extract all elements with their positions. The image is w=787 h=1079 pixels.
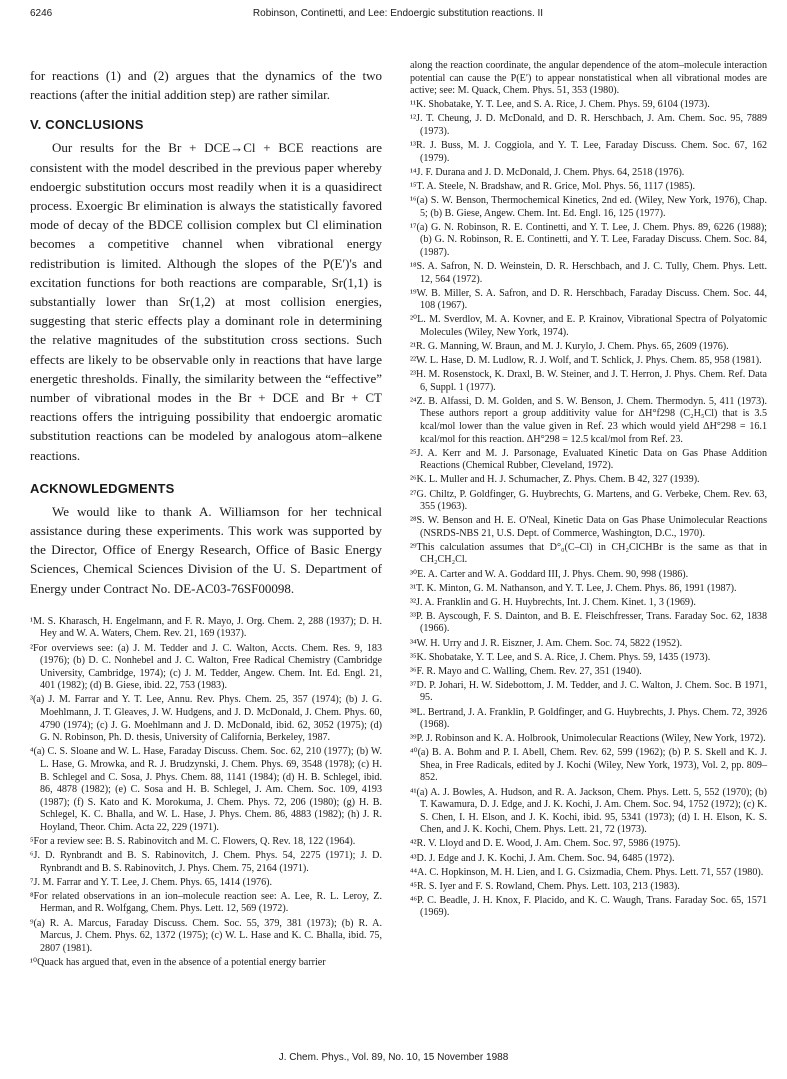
reference-item: ¹⁶(a) S. W. Benson, Thermochemical Kinetics, 2nd ed. (Wiley, New York, 1976), Chap. 5; (b) B. Giese, Angew. Chem. Int. Ed. Engl. 16, 125 (1977). [410, 194, 767, 219]
reference-item: ²⁰L. M. Sverdlov, M. A. Kovner, and E. P. Krainov, Vibrational Spectra of Polyatomic Molecules (Wiley, New York, 1974). [410, 314, 767, 338]
reference-item: ¹³R. J. Buss, M. J. Coggiola, and Y. T. Lee, Faraday Discuss. Chem. Soc. 67, 162 (1979). [410, 140, 767, 164]
reference-item: ²⁵J. A. Kerr and M. J. Parsonage, Evaluated Kinetic Data on Gas Phase Addition Reactions (Chemical Rubber, Cleveland, 1972). [410, 447, 767, 472]
reference-item: ¹⁴J. F. Durana and J. D. McDonald, J. Chem. Phys. 64, 2518 (1976). [410, 166, 685, 178]
reference-item: ³¹T. K. Minton, G. M. Nathanson, and Y. T. Lee, J. Chem. Phys. 86, 1991 (1987). [410, 582, 737, 594]
reference-item: ³⁸L. Bertrand, J. A. Franklin, P. Goldfinger, and G. Huybrechts, J. Phys. Chem. 72, 3926 (1968). [410, 706, 767, 731]
reference-item: ²For overviews see: (a) J. M. Tedder and J. C. Walton, Accts. Chem. Res. 9, 183 (1976); (b) D. C. Nonhebel and J. C. Walton, Free Radical Chemistry (Cambridge University, Cambridge, 1974); (c) J. M. Tedder, Angew. Chem. Int. Ed. Engl. 21, 401 (1982); (d) B. Giese, ibid. 22, 753 (1983). [30, 642, 382, 692]
reference-item: ⁴¹(a) A. J. Bowles, A. Hudson, and R. A. Jackson, Chem. Phys. Lett. 5, 552 (1970); (b) T. Kawamura, D. J. Edge, and J. K. Kochi, J. Am. Chem. Soc. 94, 1752 (1972); (c) K. S. Chen, I. H. Elson, and J. K. Kochi, ibid. 95, 5341 (1973); (d) I. H. Elson, K. S. Chen, and J. K. Kochi, Chem. Phys. Lett. 21, 72 (1973). [410, 786, 767, 836]
reference-item: ⁴⁰(a) B. A. Bohm and P. I. Abell, Chem. Rev. 62, 599 (1962); (b) P. S. Skell and K. J. Shea, in Free Radicals, edited by J. Kochi (Wiley, New York, 1973), Vol. 2, pp. 809–852. [410, 747, 767, 784]
reference-item: ²⁷G. Chiltz, P. Goldfinger, G. Huybrechts, G. Martens, and G. Verbeke, Chem. Rev. 63, 355 (1963). [410, 488, 767, 513]
running-title: Robinson, Continetti, and Lee: Endoergic substitution reactions. II [252, 8, 544, 19]
journal-footer: J. Chem. Phys., Vol. 89, No. 10, 15 November 1988 [278, 1052, 509, 1063]
intro-paragraph: for reactions (1) and (2) argues that the dynamics of the two reactions (after the initial addition step) are rather similar. [30, 68, 382, 103]
reference-continuation: along the reaction coordinate, the angular dependence of the atom–molecule interaction potential can cause the P(E′) to appear nonstatistical when all vibrational modes are active; see: M. Quack, Chem. Phys. 51, 353 (1980). [410, 60, 767, 97]
reference-item: ²⁶K. L. Muller and H. J. Schumacher, Z. Phys. Chem. B 42, 327 (1939). [410, 474, 700, 486]
reference-item: ²⁸S. W. Benson and H. E. O'Neal, Kinetic Data on Gas Phase Unimolecular Reactions (NSRDS-NBS 21, U.S. Dept. of Commerce, Washington, D.C., 1970). [410, 515, 767, 539]
acknowledgments-heading: ACKNOWLEDGMENTS [30, 480, 175, 496]
reference-item: ²⁴Z. B. Alfassi, D. M. Golden, and S. W. Benson, J. Chem. Thermodyn. 5, 411 (1973). These authors report a group additivity value for ΔH°f298 (C₂H₅Cl) that is 3.5 kcal/mol lower than the value given in Ref. 23 which would yield ΔH°298 = 16.1 kcal/mol for this reaction. ΔH°298 = 12.5 kcal/mol from Ref. 23. [410, 395, 767, 445]
reference-item: ²¹R. G. Manning, W. Braun, and M. J. Kurylo, J. Chem. Phys. 65, 2609 (1976). [410, 340, 729, 352]
reference-item: ²⁹This calculation assumes that D°₀(C–Cl) in CH₂ClCHBr is the same as that in CH₂CH₂Cl. [410, 541, 767, 566]
reference-item: ¹⁷(a) G. N. Robinson, R. E. Continetti, and Y. T. Lee, J. Chem. Phys. 89, 6226 (1988); (b) G. N. Robinson, R. E. Continetti, and Y. T. Lee, Faraday Discuss. Chem. Soc. 84, (1987). [410, 221, 767, 258]
reference-list-left [30, 616, 382, 970]
reference-item: ²²W. L. Hase, D. M. Ludlow, R. J. Wolf, and T. Schlick, J. Phys. Chem. 85, 958 (1981). [410, 355, 762, 367]
reference-item: ¹²J. T. Cheung, J. D. McDonald, and D. R. Herschbach, J. Am. Chem. Soc. 95, 7889 (1973). [410, 113, 767, 137]
reference-item: ⁴⁶P. C. Beadle, J. H. Knox, F. Placido, and K. C. Waugh, Trans. Faraday Soc. 65, 1571 (1969). [410, 894, 767, 919]
reference-item: ³⁰E. A. Carter and W. A. Goddard III, J. Phys. Chem. 90, 998 (1986). [410, 568, 689, 580]
reference-item: ²³H. M. Rosenstock, K. Draxl, B. W. Steiner, and J. T. Herron, J. Phys. Chem. Ref. Data 6, Suppl. 1 (1977). [410, 369, 767, 393]
reference-item: ⁴²R. V. Lloyd and D. E. Wood, J. Am. Chem. Soc. 97, 5986 (1975). [410, 838, 681, 850]
acknowledgments-paragraph: We would like to thank A. Williamson for her technical assistance during these experiments. This work was supported by the Director, Office of Energy Research, Office of Basic Energy Sciences, Chemical Sciences Division of the U. S. Department of Energy under Contract No. DE-AC03-76SF00098. [30, 503, 382, 596]
reference-item: ³⁴W. H. Urry and J. R. Eiszner, J. Am. Chem. Soc. 74, 5822 (1952). [410, 637, 683, 649]
reference-item: ³²J. A. Franklin and G. H. Huybrechts, Int. J. Chem. Kinet. 1, 3 (1969). [410, 596, 696, 608]
reference-item: ⁷J. M. Farrar and Y. T. Lee, J. Chem. Phys. 65, 1414 (1976). [30, 876, 273, 888]
reference-item: ⁵For a review see: B. S. Rabinovitch and M. C. Flowers, Q. Rev. 18, 122 (1964). [30, 835, 356, 847]
reference-item: ¹⁸S. A. Safron, N. D. Weinstein, D. R. Herschbach, and J. C. Tully, Chem. Phys. Lett. 12, 564 (1972). [410, 260, 767, 285]
running-header [30, 8, 766, 24]
reference-item: ³⁹P. J. Robinson and K. A. Holbrook, Unimolecular Reactions (Wiley, New York, 1972). [410, 733, 766, 745]
reference-item: ³⁶F. R. Mayo and C. Walling, Chem. Rev. 27, 351 (1940). [410, 665, 642, 677]
reference-item: ⁸For related observations in an ion–molecule reaction see: A. Lee, R. L. Leroy, Z. Herman, and R. Wolfgang, Chem. Phys. Lett. 12, 569 (1972). [30, 890, 382, 915]
conclusions-heading: V. CONCLUSIONS [30, 117, 144, 133]
conclusions-paragraph: Our results for the Br + DCE→Cl + BCE reactions are consistent with the model described in the previous paper whereby endoergic substitution occurs most readily when it is a quasidirect process. Exoergic Br elimination is always the statistically favored mode of decay of the BDCE collision complex but Cl elimination becomes a competitive channel when vibrational energy redistribution is limited. Although the slopes of the P(E′)'s and excitation functions for both reactions are comparable, Sr(1,1) is substantially lower than Sr(1,2) at most collision energies, suggesting that steric effects play a dominant role in determining the relative magnitudes of the substitution cross sections. Such effects are likely to be observable only in reactions that have large energetic thresholds. Finally, the similarity between the “effective” number of vibrational modes in the Br + DCE and Br + CT reactions offers the intriguing possibility that endoergic aromatic substitution reactions can be modeled by analogous atom–alkene reactions. [30, 140, 382, 463]
reference-item: ³(a) J. M. Farrar and Y. T. Lee, Annu. Rev. Phys. Chem. 25, 357 (1974); (b) J. G. Moehlmann, J. T. Gleaves, J. W. Hudgens, and J. D. McDonald, J. Chem. Phys. 60, 4790 (1974); (c) J. G. Moehlmann and J. D. McDonald, ibid. 62, 3052 (1975); (d) G. N. Robinson, Ph. D. thesis, University of California, Berkeley, 1987. [30, 694, 382, 744]
reference-item: ⁴³D. J. Edge and J. K. Kochi, J. Am. Chem. Soc. 94, 6485 (1972). [410, 852, 675, 864]
reference-item: ¹¹K. Shobatake, Y. T. Lee, and S. A. Rice, J. Chem. Phys. 59, 6104 (1973). [410, 99, 710, 111]
reference-item: ³⁷D. P. Johari, H. W. Sidebottom, J. M. Tedder, and J. C. Walton, J. Chem. Soc. B 1971, 95. [410, 679, 767, 704]
reference-item: ¹⁰Quack has argued that, even in the absence of a potential energy barrier [30, 956, 326, 968]
reference-item: ¹M. S. Kharasch, H. Engelmann, and F. R. Mayo, J. Org. Chem. 2, 288 (1937); D. H. Hey and W. A. Waters, Chem. Rev. 21, 169 (1937). [30, 615, 382, 640]
reference-item: ³⁵K. Shobatake, Y. T. Lee, and S. A. Rice, J. Chem. Phys. 59, 1435 (1973). [410, 651, 711, 663]
reference-item: ¹⁵T. A. Steele, N. Bradshaw, and R. Grice, Mol. Phys. 56, 1117 (1985). [410, 180, 696, 192]
reference-item: ⁴⁴A. C. Hopkinson, M. H. Lien, and I. G. Csizmadia, Chem. Phys. Lett. 71, 557 (1980). [410, 866, 764, 878]
right-column [410, 60, 767, 922]
reference-item: ⁴⁵R. S. Iyer and F. S. Rowland, Chem. Phys. Lett. 103, 213 (1983). [410, 880, 680, 892]
reference-item: ⁶J. D. Rynbrandt and B. S. Rabinovitch, J. Chem. Phys. 54, 2275 (1971); J. D. Rynbrandt and B. S. Rabinovitch, J. Phys. Chem. 75, 2164 (1971). [30, 850, 382, 874]
page-number: 6246 [30, 8, 53, 19]
reference-item: ³³P. B. Ayscough, F. S. Dainton, and B. E. Fleischfresser, Trans. Faraday Soc. 62, 1838 (1966). [410, 610, 767, 635]
left-column [30, 66, 382, 971]
reference-item: ⁹(a) R. A. Marcus, Faraday Discuss. Chem. Soc. 55, 379, 381 (1973); (b) R. A. Marcus, J. Chem. Phys. 62, 1372 (1975); (c) W. L. Hase and K. C. Bhalla, ibid. 75, 2807 (1981). [30, 917, 382, 954]
reference-item: ¹⁹W. B. Miller, S. A. Safron, and D. R. Herschbach, Faraday Discuss. Chem. Soc. 44, 108 (1967). [410, 287, 767, 312]
reference-item: ⁴(a) C. S. Sloane and W. L. Hase, Faraday Discuss. Chem. Soc. 62, 210 (1977); (b) W. L. Hase, G. Mrowka, and R. J. Brudzynski, J. Chem. Phys. 69, 3548 (1978); (c) H. B. Schlegel and C. Sosa, J. Phys. Chem. 88, 1141 (1984); (d) H. B. Schlegel, ibid. 86, 4878 (1982); (e) C. Sosa and H. B. Schlegel, J. Am. Chem. Soc. 109, 4193 (1987); (f) S. Kato and K. Morokuma, J. Chem. Phys. 72, 206 (1980); (g) H. B. Schlegel, K. C. Bhalla, and W. L. Hase, J. Phys. Chem. 86, 4883 (1982); (h) J. R. Hoyland, Theor. Chim. Acta 22, 229 (1971). [30, 746, 382, 833]
